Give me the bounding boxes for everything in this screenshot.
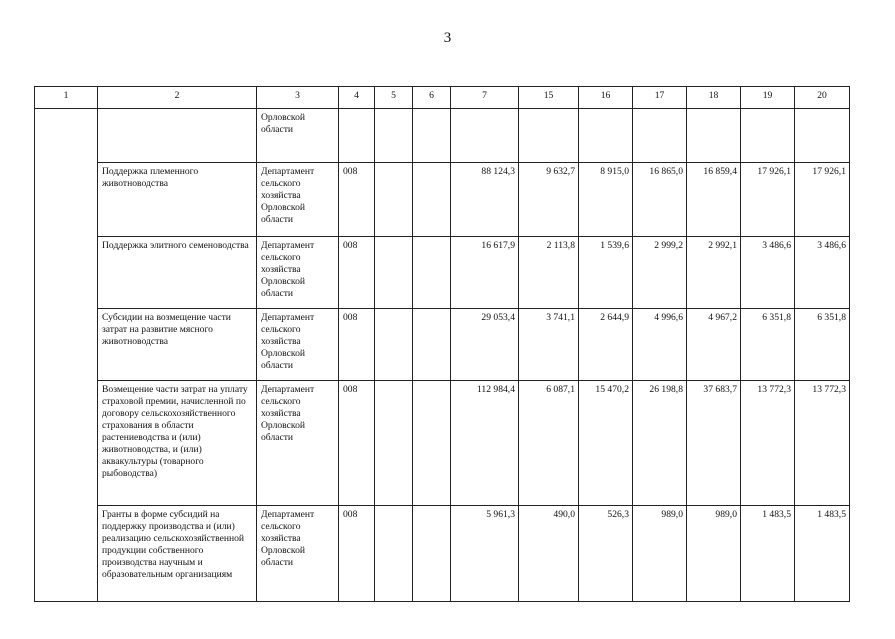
cell-col-19 [741, 109, 795, 163]
cell-executor: Департамент сельского хозяйства Орловской области [257, 163, 339, 237]
table-row-continuation [35, 109, 850, 163]
cell-code: 008 [339, 506, 375, 602]
cell-code: 008 [339, 309, 375, 381]
table-row [35, 506, 850, 602]
cell-col-20: 1 483,5 [795, 506, 850, 602]
cell-col-19: 1 483,5 [741, 506, 795, 602]
cell-executor: Департамент сельского хозяйства Орловской области [257, 506, 339, 602]
cell-col-6 [413, 506, 451, 602]
header-col-19: 19 [741, 87, 795, 109]
cell-col-5 [375, 163, 413, 237]
cell-col-20: 13 772,3 [795, 381, 850, 506]
cell-name: Субсидии на возмещение части затрат на развитие мясного животноводства [98, 309, 257, 381]
cell-col-19: 17 926,1 [741, 163, 795, 237]
cell-col-6 [413, 163, 451, 237]
cell-col-16: 526,3 [579, 506, 633, 602]
cell-name: Возмещение части затрат на уплату страховой премии, начисленной по договору сельскохозяйственного страхования в области растениеводства и (или) животноводства, и (или) аквакультуры (товарного рыбоводства) [98, 381, 257, 506]
header-col-20: 20 [795, 87, 850, 109]
cell-col-19: 6 351,8 [741, 309, 795, 381]
header-col-16: 16 [579, 87, 633, 109]
cell-col-18: 2 992,1 [687, 237, 741, 309]
cell-col-15: 490,0 [519, 506, 579, 602]
cell-col-5 [375, 237, 413, 309]
header-col-4: 4 [339, 87, 375, 109]
cell-col-5 [375, 309, 413, 381]
cell-col-18: 989,0 [687, 506, 741, 602]
header-col-2: 2 [98, 87, 257, 109]
header-col-7: 7 [451, 87, 519, 109]
cell-col-15: 6 087,1 [519, 381, 579, 506]
cell-col-17: 989,0 [633, 506, 687, 602]
cell-col-16: 2 644,9 [579, 309, 633, 381]
header-col-5: 5 [375, 87, 413, 109]
table-row [35, 381, 850, 506]
header-col-17: 17 [633, 87, 687, 109]
page-number: 3 [443, 30, 452, 46]
cell-col-7: 88 124,3 [451, 163, 519, 237]
header-row [35, 87, 850, 109]
cell-col-7: 29 053,4 [451, 309, 519, 381]
header-col-18: 18 [687, 87, 741, 109]
cell-col-17: 4 996,6 [633, 309, 687, 381]
cell-col-7 [451, 109, 519, 163]
cell-col-5 [375, 109, 413, 163]
cell-executor: Орловской области [257, 109, 339, 163]
cell-code: 008 [339, 381, 375, 506]
cell-col-5 [375, 506, 413, 602]
cell-col-1 [35, 109, 98, 602]
cell-code: 008 [339, 163, 375, 237]
cell-executor: Департамент сельского хозяйства Орловской области [257, 381, 339, 506]
cell-col-17: 26 198,8 [633, 381, 687, 506]
budget-table [34, 86, 850, 602]
table-row [35, 163, 850, 237]
cell-name [98, 109, 257, 163]
cell-col-15: 2 113,8 [519, 237, 579, 309]
cell-col-17: 2 999,2 [633, 237, 687, 309]
cell-col-7: 5 961,3 [451, 506, 519, 602]
cell-name: Гранты в форме субсидий на поддержку производства и (или) реализацию сельскохозяйственной продукции собственного производства научным и образовательным организациям [98, 506, 257, 602]
cell-col-20: 6 351,8 [795, 309, 850, 381]
table-row [35, 237, 850, 309]
cell-col-6 [413, 309, 451, 381]
cell-col-17: 16 865,0 [633, 163, 687, 237]
cell-code: 008 [339, 237, 375, 309]
cell-col-7: 112 984,4 [451, 381, 519, 506]
cell-col-15 [519, 109, 579, 163]
cell-col-18 [687, 109, 741, 163]
cell-col-15: 3 741,1 [519, 309, 579, 381]
cell-col-16: 15 470,2 [579, 381, 633, 506]
cell-col-18: 16 859,4 [687, 163, 741, 237]
cell-name: Поддержка племенного животноводства [98, 163, 257, 237]
cell-col-19: 13 772,3 [741, 381, 795, 506]
table-row [35, 309, 850, 381]
cell-col-17 [633, 109, 687, 163]
cell-col-18: 37 683,7 [687, 381, 741, 506]
cell-col-16: 1 539,6 [579, 237, 633, 309]
cell-col-20: 17 926,1 [795, 163, 850, 237]
cell-col-15: 9 632,7 [519, 163, 579, 237]
cell-col-5 [375, 381, 413, 506]
cell-col-16: 8 915,0 [579, 163, 633, 237]
cell-executor: Департамент сельского хозяйства Орловской области [257, 237, 339, 309]
cell-col-6 [413, 109, 451, 163]
cell-col-7: 16 617,9 [451, 237, 519, 309]
cell-col-6 [413, 381, 451, 506]
cell-col-20 [795, 109, 850, 163]
cell-col-18: 4 967,2 [687, 309, 741, 381]
header-col-6: 6 [413, 87, 451, 109]
header-col-15: 15 [519, 87, 579, 109]
cell-col-6 [413, 237, 451, 309]
cell-executor: Департамент сельского хозяйства Орловской области [257, 309, 339, 381]
cell-col-19: 3 486,6 [741, 237, 795, 309]
header-col-3: 3 [257, 87, 339, 109]
cell-col-16 [579, 109, 633, 163]
cell-name: Поддержка элитного семеноводства [98, 237, 257, 309]
cell-code [339, 109, 375, 163]
cell-col-20: 3 486,6 [795, 237, 850, 309]
header-col-1: 1 [35, 87, 98, 109]
